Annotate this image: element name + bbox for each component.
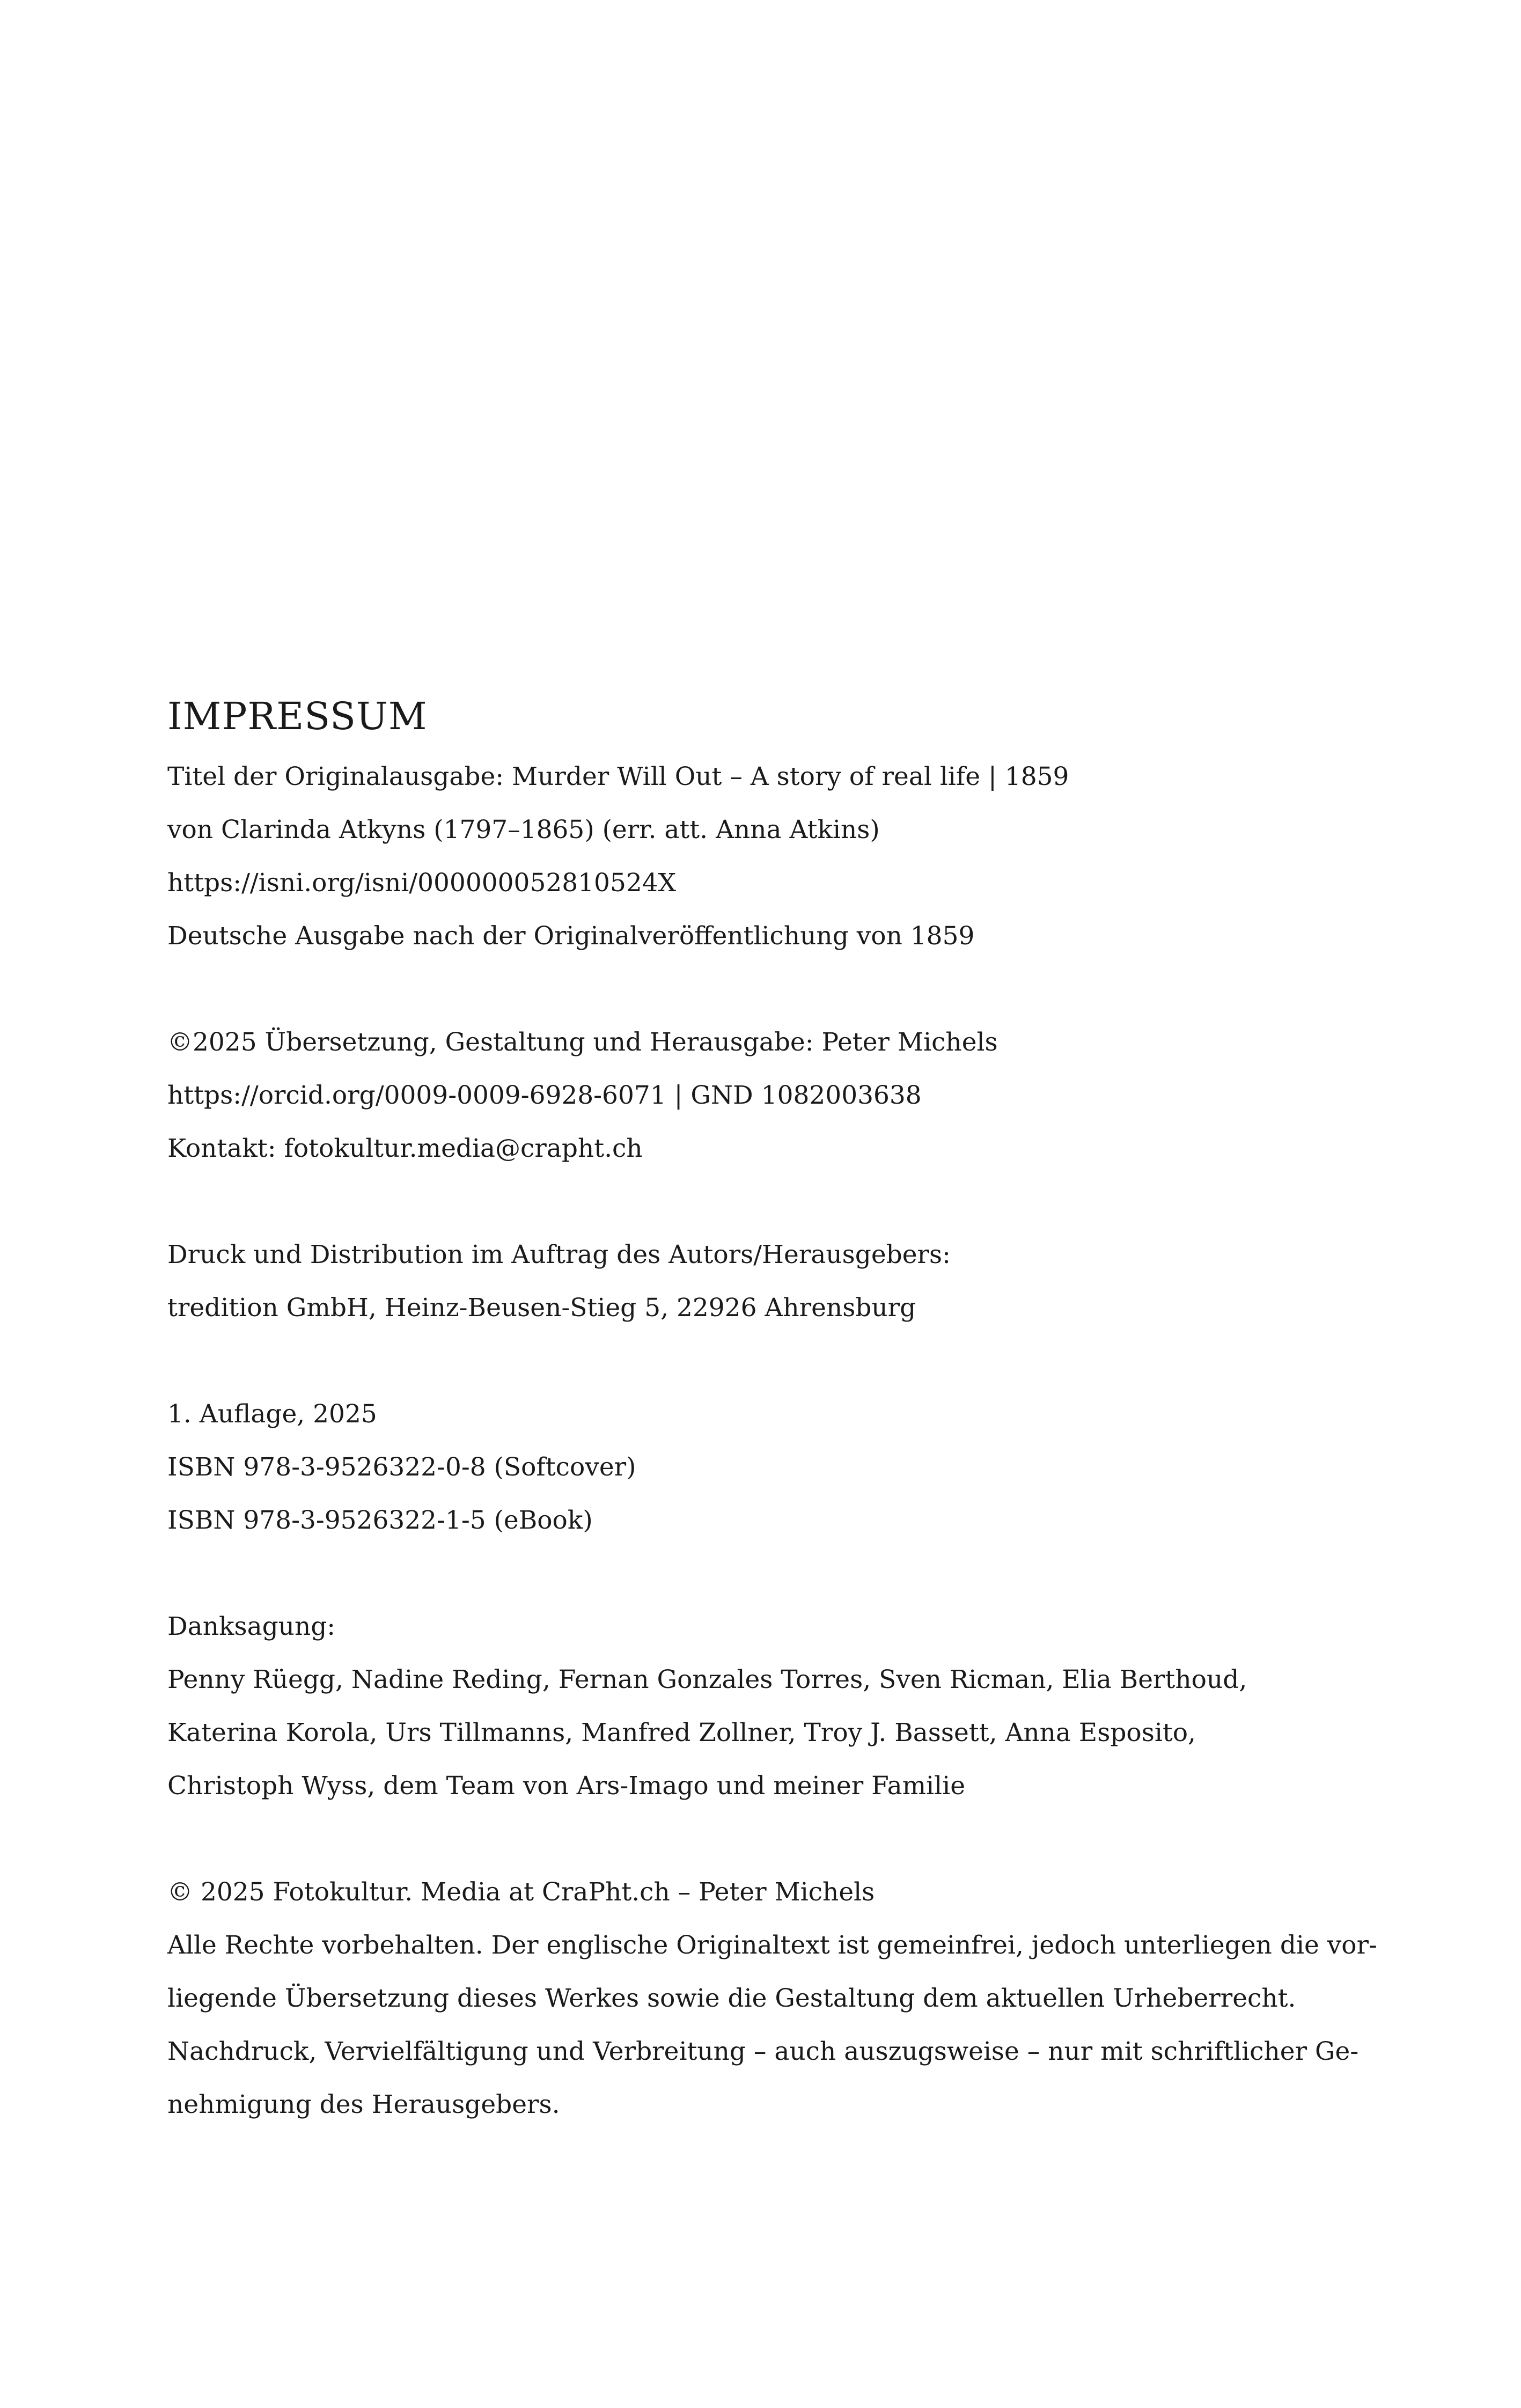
original-edition-line: Deutsche Ausgabe nach der Originalveröffentlichung von 1859 <box>167 921 975 951</box>
impressum-heading: IMPRESSUM <box>167 694 428 738</box>
rights-text-line: Alle Rechte vorbehalten. Der englische Originaltext ist gemeinfrei, jedoch unterliegen die vor- <box>167 1930 1377 1960</box>
rights-text-line: Nachdruck, Vervielfältigung und Verbreitung – auch auszugsweise – nur mit schriftlicher Ge- <box>167 2037 1359 2066</box>
spacer <box>167 1334 1375 1387</box>
contact-line[interactable]: Kontakt: fotokultur.media@crapht.ch <box>167 1134 643 1163</box>
rights-text-line: nehmigung des Herausgebers. <box>167 2090 560 2119</box>
spacer <box>167 1175 1375 1228</box>
edition-line: 1. Auflage, 2025 <box>167 1399 377 1429</box>
isni-link[interactable]: https://isni.org/isni/000000052810524X <box>167 868 677 898</box>
printing-line: Druck und Distribution im Auftrag des Autors/Herausgebers: <box>167 1240 951 1269</box>
orcid-gnd-line[interactable]: https://orcid.org/0009-0009-6928-6071 | GND 1082003638 <box>167 1081 922 1110</box>
isbn-softcover: ISBN 978-3-9526322-0-8 (Softcover) <box>167 1452 636 1482</box>
original-title-line: Titel der Originalausgabe: Murder Will Out – A story of real life | 1859 <box>167 762 1069 791</box>
spacer <box>167 1812 1375 1866</box>
original-author-line: von Clarinda Atkyns (1797–1865) (err. att. Anna Atkins) <box>167 815 880 845</box>
spacer <box>167 963 1375 1016</box>
rights-copyright-line: © 2025 Fotokultur. Media at CraPht.ch – Peter Michels <box>167 1877 875 1907</box>
spacer <box>167 1547 1375 1600</box>
publisher-address-line: tredition GmbH, Heinz-Beusen-Stieg 5, 22926 Ahrensburg <box>167 1293 916 1323</box>
thanks-line: Katerina Korola, Urs Tillmanns, Manfred Zollner, Troy J. Bassett, Anna Esposito, <box>167 1718 1196 1748</box>
impressum-block <box>167 694 1377 2131</box>
thanks-line: Christoph Wyss, dem Team von Ars-Imago und meiner Familie <box>167 1771 966 1801</box>
translation-copyright-line: ©2025 Übersetzung, Gestaltung und Herausgabe: Peter Michels <box>167 1027 998 1057</box>
isbn-ebook: ISBN 978-3-9526322-1-5 (eBook) <box>167 1506 593 1535</box>
thanks-line: Penny Rüegg, Nadine Reding, Fernan Gonzales Torres, Sven Ricman, Elia Berthoud, <box>167 1665 1247 1694</box>
rights-text-line: liegende Übersetzung dieses Werkes sowie die Gestaltung dem aktuellen Urheberrecht. <box>167 1984 1296 2013</box>
thanks-label: Danksagung: <box>167 1612 336 1641</box>
